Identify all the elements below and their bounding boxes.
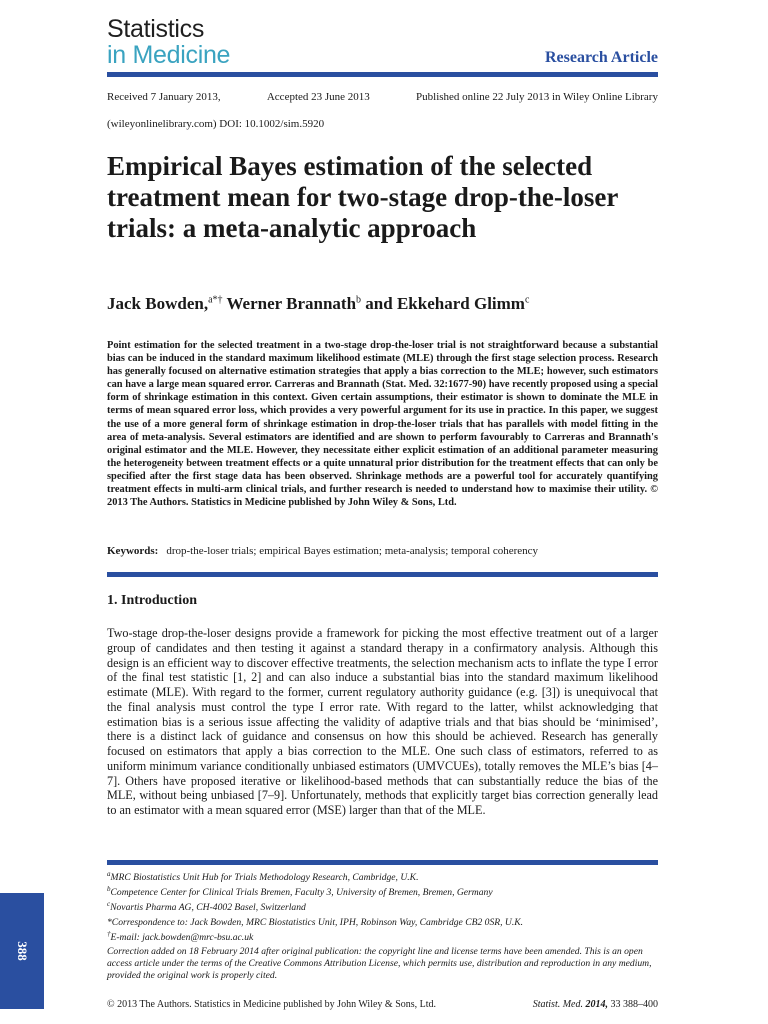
author-affiliation-mark: c (524, 294, 530, 306)
footnote: Correction added on 18 February 2014 after original publication: the copyright line and license terms have been amended. This is an open access article under the terms of the Creative Commons Attribution License, which permits use, distribution and reproduction in any medium, provided the original work is properly cited. (107, 946, 652, 982)
footnote: $^a$MRC Biostatistics Unit Hub for Trials Methodology Research, Cambridge, U.K. (107, 870, 419, 884)
footnote: $^c$Novartis Pharma AG, CH-4002 Basel, Switzerland (107, 899, 306, 913)
footnote: †E-mail: jack.bowden@mrc-bsu.ac.uk (107, 929, 254, 943)
keywords-text: drop-the-loser trials; empirical Bayes estimation; meta-analysis; temporal coherency (166, 545, 539, 557)
section-heading: 1. Introduction (107, 593, 197, 608)
accepted-date: Accepted 23 June 2013 (266, 91, 370, 103)
paper-title: Empirical Bayes estimation of the selected treatment mean for two-stage drop-the-loser trials: a meta-analytic approach (107, 151, 618, 243)
publication-dates (107, 91, 658, 103)
author-affiliation-mark: a*† (208, 294, 223, 306)
article-type: Research Article (545, 49, 658, 66)
doi[interactable]: (wileyonlinelibrary.com) DOI: 10.1002/sim.5920 (107, 118, 325, 130)
footer-citation (533, 999, 658, 1010)
journal-name-line2: in Medicine (107, 41, 231, 69)
page-number (0, 893, 44, 1009)
published-date: Published online 22 July 2013 in Wiley Online Library (416, 91, 658, 103)
header-rule (107, 72, 658, 77)
keywords (107, 545, 658, 557)
citation-journal: Statist. Med. (532, 999, 583, 1010)
journal-logo (107, 17, 230, 68)
introduction-body: Two-stage drop-the-loser designs provide a framework for picking the most effective treatment out of a larger group of candidates and then testing it against a standard therapy in a confirmatory analysis. Although this design is an efficient way to discover effective treatments, the selection mechanism acts to inflate the type I error of the final test statistic [1, 2] and can also induce a substantial bias into the standard maximum likelihood estimate (MLE). With regard to the former, current regulatory authority guidance (e.g. [3]) is unequivocal that the final analysis must control the type I error rate. With regard to the latter, whilst acknowledging that estimation bias is a serious issue affecting the validity of adaptive trials and that bias should be ‘minimised’, there is a distinct lack of guidance and consensus on how this should be achieved. Research has generally focused on estimators that apply a bias correction to the MLE. One such class of estimators, referred to as uniform minimum variance conditionally unbiased estimators (UMVCUEs), totally removes the MLE’s bias [4–7]. Others have proposed iterative or likelihood-based methods that can substantially reduce the bias of the MLE, without being unbiased [7–9]. Unfortunately, methods that explicitly target bias correction generally lead to an estimator with a mean squared error (MSE) larger than that of the MLE. (107, 626, 658, 817)
footnote: $^b$Competence Center for Clinical Trials Bremen, Faculty 3, University of Bremen, Bremen, Germany (107, 884, 493, 899)
author-name: Jack Bowden, (107, 294, 209, 313)
abstract: Point estimation for the selected treatment in a two-stage drop-the-loser trial is not straightforward because a substantial bias can be induced in the standard maximum likelihood estimate (MLE) through the first stage selection process. Research has generally focused on alternative estimation strategies that apply a bias correction to the MLE; however, such estimators can have a large mean squared error. Carreras and Brannath (Stat. Med. 32:1677-90) have recently proposed using a special form of shrinkage estimation in this context. Given certain assumptions, their estimator is shown to dominate the MLE in terms of mean squared error loss, which provides a very powerful argument for its use in practice. In this paper, we suggest the use of a more general form of shrinkage estimation in drop-the-loser trials that has parallels with model fitting in the area of meta-analysis. Several estimators are identified and are shown to perform favourably to Carreras and Brannath's original estimator and the MLE. However, they necessitate either explicit estimation of an additional parameter measuring the heterogeneity between treatment effects or a quite unnatural prior distribution for the treatment effects that can only be specified after the first stage data has been observed. Shrinkage methods are a powerful tool for accurately quantifying treatment effects in multi-arm clinical trials, and further research is needed to understand how to maximise their utility. © 2013 The Authors. Statistics in Medicine published by John Wiley & Sons, Ltd. (107, 340, 658, 509)
footer-copyright: © 2013 The Authors. Statistics in Medicine published by John Wiley & Sons, Ltd. (107, 999, 437, 1010)
author-name: Ekkehard Glimm (396, 294, 525, 313)
keywords-label: Keywords: (107, 545, 159, 557)
author-name: Werner Brannath (226, 294, 357, 313)
footnote: *Correspondence to: Jack Bowden, MRC Biostatistics Unit, IPH, Robinson Way, Cambridge CB2 0SR, U.K. (107, 916, 524, 928)
author-list (107, 294, 529, 314)
page-number-text: 388 (15, 941, 30, 961)
journal-name-line1: Statistics (107, 15, 205, 43)
abstract-rule (107, 572, 658, 577)
footnotes (107, 869, 658, 982)
received-date: Received 7 January 2013, (107, 91, 221, 103)
author-affiliation-mark: b (356, 294, 362, 306)
citation-pages: 33 388–400 (610, 999, 658, 1010)
citation-year: 2014, (585, 999, 608, 1010)
footnote-rule (107, 860, 658, 865)
author-conjunction: and (365, 294, 393, 313)
